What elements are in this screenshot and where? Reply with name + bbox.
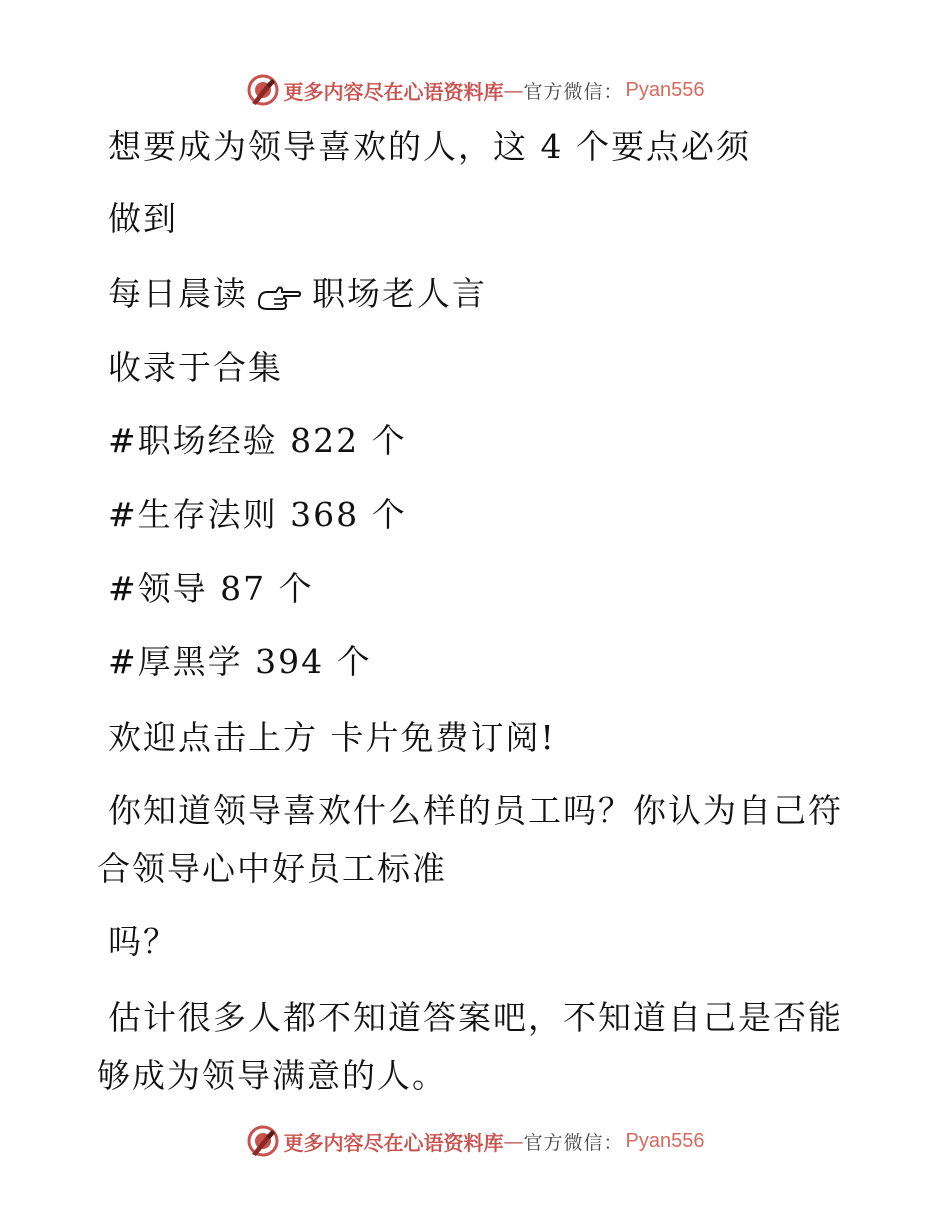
daily-reading-line xyxy=(108,274,487,314)
paragraph-1-line-1: 你知道领导喜欢什么样的员工吗？你认为自己符 xyxy=(108,791,843,830)
watermark-dash: — xyxy=(503,1129,524,1153)
article-title-line-2: 做到 xyxy=(108,199,178,238)
collection-label: 收录于合集 xyxy=(108,348,283,387)
paragraph-2-line-2: 够成为领导满意的人。 xyxy=(97,1056,447,1095)
header-watermark xyxy=(0,70,950,110)
watermark-official-label: 官方微信： xyxy=(523,80,624,103)
footer-watermark xyxy=(0,1121,950,1161)
watermark-brand-text: 更多内容尽在心语资料库 xyxy=(283,1130,504,1155)
tag-survival-rules[interactable]: #生存法则 368 个 xyxy=(108,495,407,534)
daily-reading-suffix: 职场老人言 xyxy=(312,274,487,313)
watermark-dash: — xyxy=(503,78,524,102)
tag-thick-black-theory[interactable]: #厚黑学 394 个 xyxy=(108,642,372,681)
paragraph-1-line-3: 吗？ xyxy=(108,922,178,961)
article-title-line-1: 想要成为领导喜欢的人，这 4 个要点必须 xyxy=(108,127,751,166)
paragraph-1-line-2: 合领导心中好员工标准 xyxy=(97,849,447,888)
watermark-official-label: 官方微信： xyxy=(523,1131,624,1154)
pen-logo-icon xyxy=(246,1124,280,1158)
watermark-brand-text: 更多内容尽在心语资料库 xyxy=(283,79,504,104)
pen-logo-icon xyxy=(246,73,280,107)
daily-reading-prefix: 每日晨读 xyxy=(108,274,248,313)
watermark-wechat-id: Pyan556 xyxy=(625,78,705,101)
pointing-hand-icon xyxy=(256,281,302,311)
paragraph-2-line-1: 估计很多人都不知道答案吧，不知道自己是否能 xyxy=(108,998,843,1037)
subscribe-prompt: 欢迎点击上方 卡片免费订阅! xyxy=(108,718,556,757)
tag-leadership[interactable]: #领导 87 个 xyxy=(108,569,314,608)
watermark-wechat-id: Pyan556 xyxy=(625,1129,705,1152)
tag-workplace-experience[interactable]: #职场经验 822 个 xyxy=(108,421,407,460)
